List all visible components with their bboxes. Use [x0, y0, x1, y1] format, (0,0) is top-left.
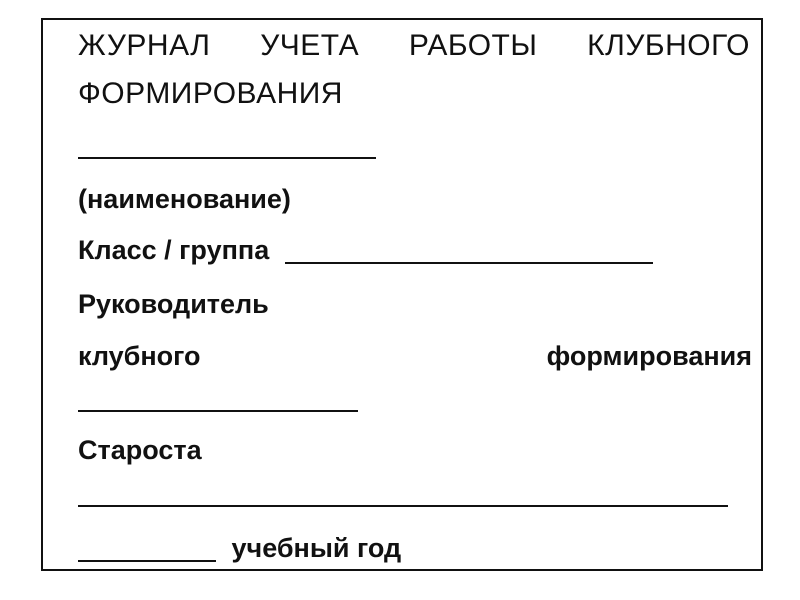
group-row [78, 232, 653, 268]
academic-year-label: учебный год [231, 533, 402, 563]
group-blank-line [285, 242, 653, 264]
headman-blank-line [78, 505, 728, 507]
leader-label-line-1: Руководитель [78, 289, 269, 319]
title-word: УЧЕТА [260, 29, 360, 62]
year-blank-line [78, 540, 216, 562]
leader-word: клубного [78, 341, 201, 371]
headman-label: Староста [78, 435, 202, 465]
leader-blank-line [78, 410, 358, 412]
leader-word: формирования [546, 341, 752, 371]
group-label: Класс / группа [78, 235, 270, 265]
name-hint: (наименование) [78, 184, 291, 214]
title-word: ЖУРНАЛ [78, 29, 211, 62]
academic-year-row [78, 530, 401, 566]
title-word: РАБОТЫ [408, 29, 538, 62]
document-title-line-2: ФОРМИРОВАНИЯ [78, 77, 343, 110]
name-blank-line [78, 157, 376, 159]
document-title-line-1 [78, 28, 750, 64]
title-word: КЛУБНОГО [587, 29, 750, 62]
leader-label-line-2 [78, 338, 752, 374]
